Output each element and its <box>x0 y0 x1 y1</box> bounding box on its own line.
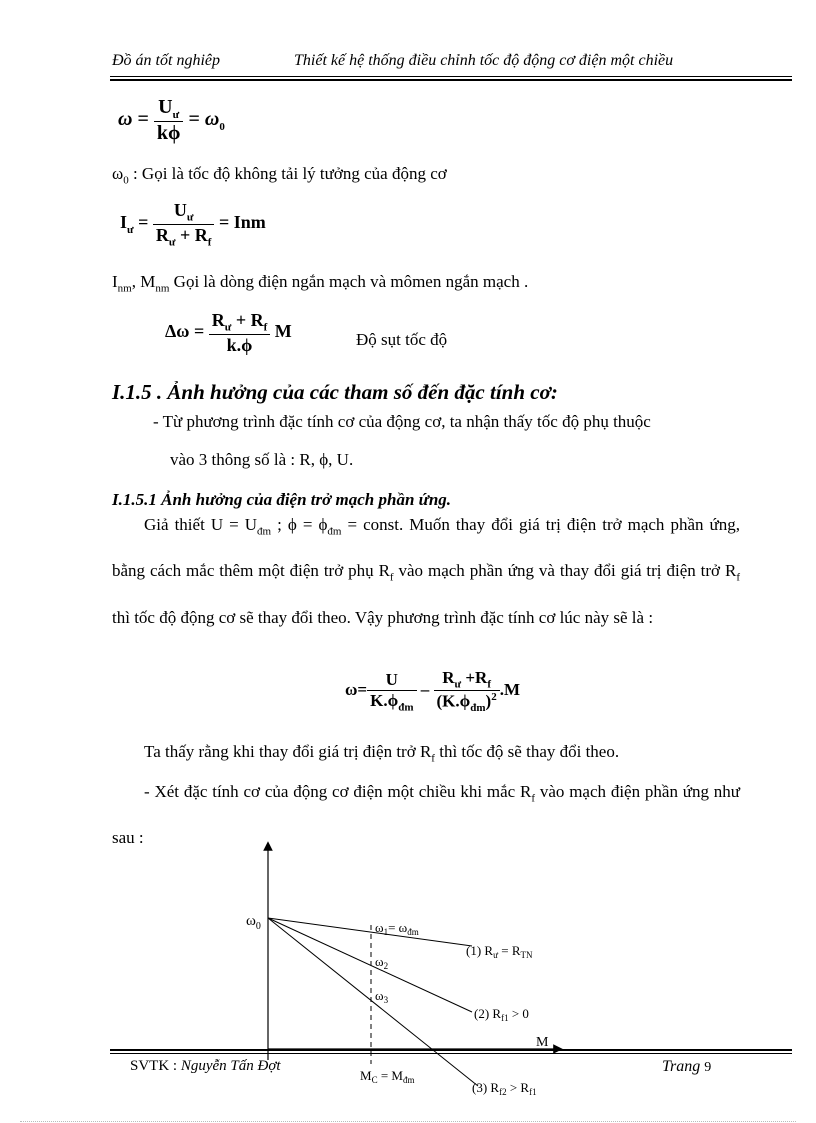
omega3-label: $\omega_3$ <box>375 988 389 1005</box>
bottom-dotted-edge <box>20 1121 796 1122</box>
omega1-label: $\omega_1= \omega_{đm}$ <box>375 920 419 937</box>
footer-rule-top <box>110 1049 792 1051</box>
footer-page: Trang 9 <box>662 1058 712 1075</box>
curve-1-label: (1) $R_ư = R_{TN}$ <box>466 943 533 960</box>
curve-3-line <box>268 918 478 1086</box>
bullet-line-1: - Từ phương trình đặc tính cơ của động cơ, ta nhận thấy tốc độ phụ thuộc <box>153 412 651 431</box>
header-left: Đồ án tốt nghiêp <box>112 52 220 69</box>
footer-author: SVTK : Nguyễn Tấn Đợt <box>130 1058 281 1074</box>
curve-3-label: (3) $R_{f2} > R_{f1}$ <box>472 1080 537 1097</box>
equation-inm: $I_ư$ = $\frac{U_ư}{R_ư + R_f}$ = Inm <box>120 200 266 249</box>
equation-delta-omega: Δω = $\frac{R_ư + R_f}{k.\phi}$ M <box>165 310 292 355</box>
paragraph-speed-change: Ta thấy rằng khi thay đổi giá trị điện trở $R_f$ thì tốc độ sẽ thay đổi theo. <box>144 742 620 765</box>
equation-main: ω= U $K.\phi_{đm}$ – $R_ư +R_f$ $(K.\phi_{đm})^2$ .M <box>345 668 520 715</box>
subsection-heading: I.1.5.1 Ảnh hưởng của điện trở mạch phần ứng. <box>112 490 452 509</box>
curve-2-label: (2) $R_{f1} > 0$ <box>474 1006 529 1023</box>
equation-omega0: ω = $\frac{U_ư}{k\phi}$ = $\omega_0$ <box>118 96 225 144</box>
omega0-definition: $\omega_0$ : Gọi là tốc độ không tải lý tưởng của động cơ <box>112 164 447 187</box>
footer-rule-bottom <box>110 1053 792 1054</box>
x-axis-label: M <box>536 1035 549 1050</box>
delta-omega-caption: Độ sụt tốc độ <box>356 330 448 349</box>
omega0-label: $\omega_0$ <box>246 913 261 932</box>
inm-definition: $I_{nm}$, $M_{nm}$ Gọi là dòng điện ngắn mạch và mômen ngắn mạch . <box>112 272 529 295</box>
paragraph-consider: - Xét đặc tính cơ của động cơ điện một chiều khi mắc $R_f$ vào mạch điện phần ứng như sau : <box>112 782 740 848</box>
bullet-line-2: vào 3 thông số là : R, ϕ, U. <box>170 450 354 469</box>
mc-label: $M_C = M_{đm}$ <box>360 1068 415 1085</box>
paragraph-armature-resistance: Giả thiết $U = U_{đm}$ ; $\phi = \phi_{đm}$ = const. Muốn thay đổi giá trị điện trở mạch phần ứng, bằng cách mắc thêm một điện trở phụ $R_f$ vào mạch phần ứng và thay đổi giá trị điện trở $R_f$ thì tốc độ động cơ sẽ thay đổi theo. Vậy phương trình đặc tính cơ lúc này sẽ là : <box>112 515 741 627</box>
section-heading: I.1.5 . Ảnh hưởng của các tham số đến đặc tính cơ: <box>112 380 558 404</box>
header-right: Thiết kế hệ thống điều chỉnh tốc độ động cơ điện một chiều <box>294 52 674 69</box>
omega2-label: $\omega_2$ <box>375 954 389 971</box>
